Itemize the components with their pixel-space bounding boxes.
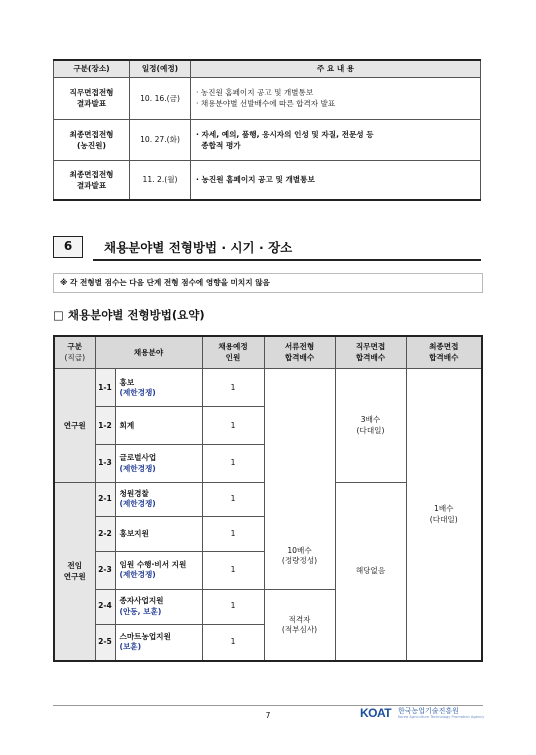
category-line: 결과발표 (76, 99, 107, 108)
schedule-date: 11. 2.(월) (130, 160, 191, 200)
field-code: 2-1 (95, 483, 115, 517)
header-line: 인원 (225, 352, 241, 362)
field-code: 2-3 (95, 551, 115, 589)
field-name (115, 624, 202, 661)
method-header-row (54, 336, 482, 369)
page-number: 7 (265, 711, 271, 720)
ratio-line: (다대일) (356, 425, 385, 435)
field-name (115, 589, 202, 624)
schedule-category (54, 160, 130, 200)
schedule-content (191, 77, 481, 119)
field-name-text: 종자사업지원 (119, 596, 164, 606)
category-line: 직무면접전형 (69, 88, 114, 97)
ratio-line: (다대일) (429, 514, 458, 524)
field-name-text: 회계 (119, 420, 135, 430)
field-name (115, 445, 202, 483)
table-row (54, 369, 482, 407)
schedule-header-category: 구분(장소) (54, 60, 130, 77)
category-line: 최종면접전형 (69, 169, 114, 179)
header-line: 직무면접 (355, 342, 386, 352)
section-number: 6 (53, 236, 83, 258)
ratio-line: (정량정성) (281, 556, 318, 566)
field-count: 1 (202, 483, 264, 517)
field-count: 1 (202, 516, 264, 551)
section-underline (93, 259, 481, 261)
schedule-table (53, 59, 481, 201)
header-line: 합격배수 (355, 352, 386, 362)
field-qualifier: (제한경쟁) (119, 570, 156, 580)
field-code: 2-2 (95, 516, 115, 551)
schedule-row (54, 119, 481, 160)
logo-mark: KOAT (360, 706, 392, 720)
field-code: 1-2 (95, 407, 115, 445)
field-count: 1 (202, 551, 264, 589)
doc-ratio-b (264, 589, 335, 661)
schedule-date: 10. 27.(화) (130, 119, 191, 160)
schedule-row (54, 160, 481, 200)
field-qualifier: (제한경쟁) (119, 387, 156, 397)
schedule-date: 10. 16.(금) (130, 77, 191, 119)
header-group-sub: (직급) (64, 352, 86, 362)
field-code: 2-4 (95, 589, 115, 624)
group-line: 전임 (67, 561, 83, 571)
group-line: 연구원 (63, 571, 86, 581)
field-name-text: 홍보 (119, 377, 135, 387)
field-qualifier: (제한경쟁) (119, 499, 156, 509)
schedule-header-content: 주 요 내 용 (191, 60, 481, 77)
ratio-line: 적격자 (288, 614, 311, 624)
ratio-line: 1배수 (433, 504, 454, 514)
header-line: 합격배수 (284, 352, 315, 362)
header-group (54, 336, 95, 369)
header-count (202, 336, 264, 369)
category-line: 결과발표 (76, 180, 107, 190)
note-box: ※ 각 전형별 점수는 다음 단계 전형 점수에 영향을 미치지 않음 (53, 273, 483, 293)
content-line: · 농진원 홈페이지 공고 및 개별통보 (196, 175, 315, 185)
schedule-content (191, 160, 481, 200)
final-ratio (406, 369, 482, 661)
content-line: · 채용분야별 선발배수에 따른 합격자 발표 (196, 99, 336, 108)
header-group-label: 구분 (67, 342, 83, 352)
logo-name: 한국농업기술진흥원 (398, 707, 459, 715)
content-line: 종합적 평가 (196, 140, 241, 150)
field-count: 1 (202, 445, 264, 483)
header-line: 최종면접 (429, 342, 459, 352)
field-count: 1 (202, 369, 264, 407)
agency-logo (360, 706, 485, 722)
header-doc (264, 336, 335, 369)
content-line: · 자세, 예의, 품행, 응시자의 인성 및 자질, 전문성 등 (196, 129, 374, 139)
header-field: 채용분야 (95, 336, 202, 369)
doc-ratio-a (264, 369, 335, 589)
schedule-category (54, 119, 130, 160)
field-name-text: 글로벌사업 (119, 453, 157, 463)
field-count: 1 (202, 407, 264, 445)
job-ratio-b: 해당없음 (335, 483, 406, 661)
field-name-text: 임원 수행·비서 지원 (119, 559, 187, 569)
field-name (115, 369, 202, 407)
field-qualifier: (안동, 보훈) (119, 606, 162, 616)
subsection-title: □ 채용분야별 전형방법(요약) (53, 308, 205, 322)
field-name-text: 홍보지원 (119, 528, 149, 538)
ratio-line: 3배수 (360, 415, 381, 425)
header-line: 서류전형 (284, 342, 315, 352)
schedule-row (54, 77, 481, 119)
field-code: 1-1 (95, 369, 115, 407)
schedule-content (191, 119, 481, 160)
field-name-text: 청원경찰 (119, 489, 149, 499)
group-researcher: 연구원 (54, 369, 95, 483)
ratio-line: (적부심사) (281, 624, 318, 634)
logo-subtitle: Korea Agriculture Technology Promotion Agency (398, 715, 485, 719)
ratio-line: 10배수 (287, 546, 312, 556)
field-name (115, 407, 202, 445)
category-line: (농진원) (77, 140, 106, 150)
method-table (53, 335, 483, 662)
field-qualifier: (보훈) (119, 642, 142, 652)
field-count: 1 (202, 589, 264, 624)
field-count: 1 (202, 624, 264, 661)
job-ratio-a (335, 369, 406, 483)
content-line: · 농진원 홈페이지 공고 및 개별통보 (196, 88, 314, 97)
header-job (335, 336, 406, 369)
field-name-text: 스마트농업지원 (119, 632, 171, 641)
field-name (115, 516, 202, 551)
section-title: 채용분야별 전형방법 · 시기 · 장소 (104, 240, 293, 255)
header-line: 합격배수 (429, 352, 459, 362)
category-line: 최종면접전형 (69, 129, 114, 139)
field-code: 2-5 (95, 624, 115, 661)
field-name (115, 483, 202, 517)
header-final (406, 336, 482, 369)
field-code: 1-3 (95, 445, 115, 483)
schedule-category (54, 77, 130, 119)
schedule-header-date: 일정(예정) (130, 60, 191, 77)
field-name (115, 551, 202, 589)
schedule-header-row (54, 60, 481, 77)
field-qualifier: (제한경쟁) (119, 463, 156, 473)
header-line: 채용예정 (218, 342, 248, 352)
group-assistant-researcher (54, 483, 95, 661)
